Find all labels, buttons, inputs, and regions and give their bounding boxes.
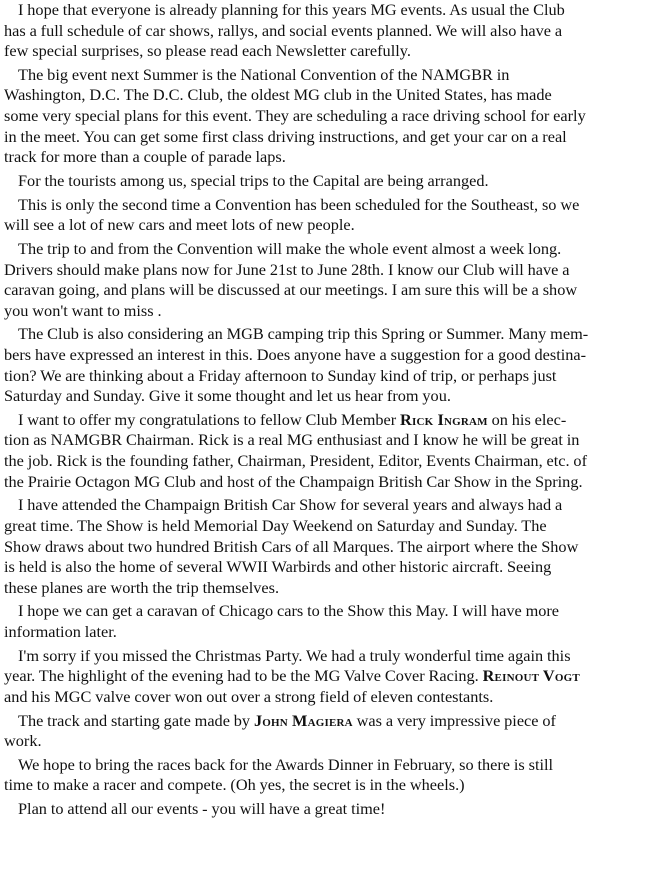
text-line: Washington, D.C. The D.C. Club, the oldest MG club in the United States, has made [4,85,552,105]
text-line: time to make a racer and compete. (Oh yes, the secret is in the wheels.) [4,775,465,795]
paragraph-closing [4,799,650,820]
text-segment: on his elec- [487,409,567,429]
text-line: Drivers should make plans now for June 21st to June 28th. I know our Club will have a [4,259,570,279]
text-segment: The track and starting gate made by [18,710,254,730]
text-line: The big event next Summer is the National Convention of the NAMGBR in [18,64,510,84]
newsletter-page [4,0,650,823]
paragraph-car-show [4,495,650,598]
member-name: Reinout Vogt [482,666,580,686]
text-line: will see a lot of new cars and meet lots of new people. [4,215,355,235]
paragraph-caravan [4,601,650,642]
text-segment: I want to offer my congratulations to fellow Club Member [18,409,401,429]
text-line: information later. [4,621,117,641]
text-line: these planes are worth the trip themselves. [4,577,280,597]
text-line: bers have expressed an interest in this. Does anyone have a suggestion for a good destina- [4,344,587,364]
paragraph-convention [4,65,650,168]
text-line: I hope that everyone is already planning for this years MG events. As usual the Club [18,0,565,19]
member-name: Rick Ingram [400,409,488,429]
text-line: tion? We are thinking about a Friday afternoon to Sunday kind of trip, or perhaps just [4,365,557,385]
text-line: The trip to and from the Convention will make the whole event almost a week long. [18,238,562,258]
text-line: caravan going, and plans will be discussed at our meetings. I am sure this will be a show [4,280,578,300]
member-name: John Magiera [253,710,353,730]
text-line: I hope we can get a caravan of Chicago cars to the Show this May. I will have more [18,601,560,621]
text-line: the Prairie Octagon MG Club and host of the Champaign British Car Show in the Spring. [4,471,583,491]
text-line: For the tourists among us, special trips to the Capital are being arranged. [18,170,489,190]
text-line: is held is also the home of several WWII Warbirds and other historic aircraft. Seeing [4,557,552,577]
paragraph-christmas-party [4,646,650,708]
paragraph-plans [4,0,650,62]
paragraph-awards-dinner [4,755,650,796]
paragraph-trip [4,239,650,321]
text-line: Plan to attend all our events - you will have a great time! [18,799,386,819]
text-line: work. [4,731,42,751]
text-line: few special surprises, so please read each Newsletter carefully. [4,41,411,61]
text-line: We hope to bring the races back for the Awards Dinner in February, so there is still [18,754,554,774]
text-line: some very special plans for this event. They are scheduling a race driving school for early [4,106,586,126]
paragraph-southeast [4,195,650,236]
text-line: has a full schedule of car shows, rallys, and social events planned. We will also have a [4,20,563,40]
text-line: great time. The Show is held Memorial Day Weekend on Saturday and Sunday. The [4,515,547,535]
text-line: Saturday and Sunday. Give it some thought and let us hear from you. [4,386,451,406]
text-line: I have attended the Champaign British Car Show for several years and always had a [18,495,563,515]
text-segment: year. The highlight of the evening had to be the MG Valve Cover Racing. [4,666,483,686]
paragraph-tourists [4,171,650,192]
paragraph-track [4,711,650,752]
text-line: track for more than a couple of parade laps. [4,147,286,167]
text-line: tion as NAMGBR Chairman. Rick is a real MG enthusiast and I know he will be great in [4,430,580,450]
text-line: The Club is also considering an MGB camping trip this Spring or Summer. Many mem- [18,324,589,344]
text-line: in the meet. You can get some first class driving instructions, and get your car on a real [4,126,567,146]
text-line: the job. Rick is the founding father, Chairman, President, Editor, Events Chairman, etc. of [4,451,587,471]
paragraph-congratulations [4,410,650,492]
text-line: I'm sorry if you missed the Christmas Party. We had a truly wonderful time again this [18,645,571,665]
text-line: This is only the second time a Convention has been scheduled for the Southeast, so we [18,194,580,214]
paragraph-camping [4,324,650,406]
text-line: and his MGC valve cover won out over a strong field of eleven contestants. [4,686,494,706]
text-line: Show draws about two hundred British Cars of all Marques. The airport where the Show [4,536,579,556]
text-segment: was a very impressive piece of [352,710,556,730]
text-line: you won't want to miss . [4,300,162,320]
